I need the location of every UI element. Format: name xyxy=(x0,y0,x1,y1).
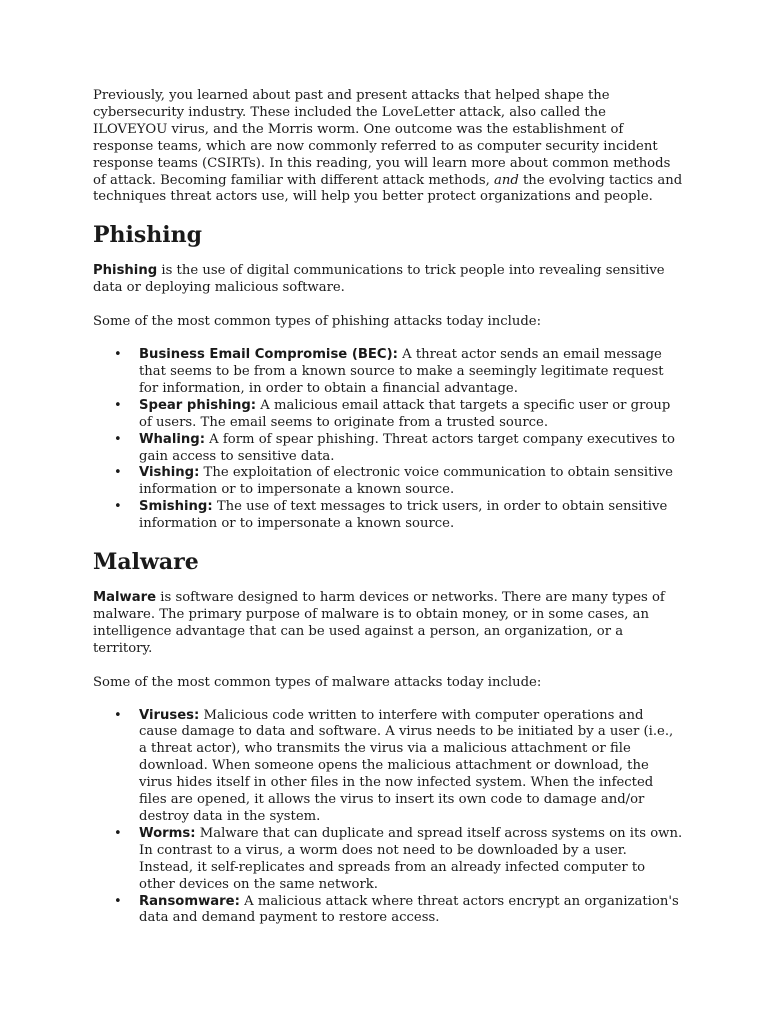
list-item xyxy=(114,707,683,826)
phishing-definition xyxy=(93,263,683,297)
malware-list-intro: Some of the most common types of malware attacks today include: xyxy=(93,674,542,690)
bullet-icon: • xyxy=(114,397,122,413)
list-item xyxy=(114,431,683,466)
malware-heading: Malware xyxy=(93,549,199,576)
list-item-text: Malicious code written to interfere with computer operations and cause damage to data and software. A virus needs to be initiated by a user (i.e., a threat actor), who transmits the virus via a malicious attachment or file download. When someone opens the malicious attachment or download, the virus hides itself in other files in the now infected system. When the infected files are opened, it allows the virus to insert its own code to damage and/or destroy data in the system. xyxy=(139,707,674,824)
list-item-text: The use of text messages to trick users, in order to obtain sensitive information or to impersonate a known source. xyxy=(139,499,668,532)
bullet-icon: • xyxy=(114,431,122,447)
list-item-text: The exploitation of electronic voice communication to obtain sensitive information or to impersonate a known source. xyxy=(139,465,673,498)
list-item-text: Malware that can duplicate and spread itself across systems on its own. In contrast to a virus, a worm does not need to be downloaded by a user. Instead, it self-replicates and spreads from an already infected computer to other devices on the same network. xyxy=(139,825,683,892)
phishing-definition-text: is the use of digital communications to trick people into revealing sensitive data or deploying malicious software. xyxy=(93,263,665,296)
phishing-list-intro: Some of the most common types of phishing attacks today include: xyxy=(93,314,542,330)
list-item xyxy=(114,893,683,928)
phishing-term: Phishing xyxy=(93,263,158,279)
list-item-text: A threat actor sends an email message that seems to be from a known source to make a seemingly legitimate request for information, in order to obtain a financial advantage. xyxy=(139,347,664,396)
list-item-text: A form of spear phishing. Threat actors target company executives to gain access to sensitive data. xyxy=(139,431,675,464)
bullet-icon: • xyxy=(114,707,122,723)
bullet-icon: • xyxy=(114,499,122,515)
malware-types-list xyxy=(93,708,683,928)
phishing-types-list xyxy=(93,347,683,533)
list-item-term: Worms: xyxy=(139,825,196,841)
malware-definition-text: is software designed to harm devices or networks. There are many types of malware. The primary purpose of malware is to obtain money, or in some cases, an intelligence advantage that can be used against a person, an organization, or a territory. xyxy=(93,590,665,656)
list-item-term: Spear phishing: xyxy=(139,397,257,413)
malware-definition xyxy=(93,590,683,658)
list-item-term: Vishing: xyxy=(139,465,200,481)
list-item xyxy=(114,825,683,894)
intro-text-part1: Previously, you learned about past and present attacks that helped shape the cybersecurity industry. These included the LoveLetter attack, also called the ILOVEYOU virus, and the Morris worm. One outcome was the establishment of response teams, which are now commonly referred to as computer security incident response teams (CSIRTs). In this reading, you will learn more about common methods of attack. Becoming familiar with different attack methods, xyxy=(93,88,671,188)
malware-term: Malware xyxy=(93,590,157,606)
document-page xyxy=(93,88,683,943)
bullet-icon: • xyxy=(114,465,122,481)
list-item xyxy=(114,499,683,533)
list-item-term: Smishing: xyxy=(139,499,213,515)
list-item xyxy=(114,465,683,499)
list-item-term: Ransomware: xyxy=(139,893,240,909)
list-item-term: Business Email Compromise (BEC): xyxy=(139,347,398,363)
phishing-heading: Phishing xyxy=(93,222,203,249)
bullet-icon: • xyxy=(114,893,122,909)
list-item xyxy=(114,347,683,398)
intro-paragraph xyxy=(93,88,683,206)
bullet-icon: • xyxy=(114,825,122,841)
list-item-text: A malicious attack where threat actors encrypt an organization's data and demand payment to restore access. xyxy=(139,893,679,926)
list-item-term: Whaling: xyxy=(139,431,205,447)
list-item-term: Viruses: xyxy=(139,707,200,723)
intro-text-part2: the evolving tactics and techniques threat actors use, will help you better protect organizations and people. xyxy=(93,172,683,205)
bullet-icon: • xyxy=(114,347,122,363)
intro-emphasis: and xyxy=(493,172,519,188)
list-item-text: A malicious email attack that targets a specific user or group of users. The email seems to originate from a trusted source. xyxy=(139,397,671,430)
list-item xyxy=(114,397,683,432)
